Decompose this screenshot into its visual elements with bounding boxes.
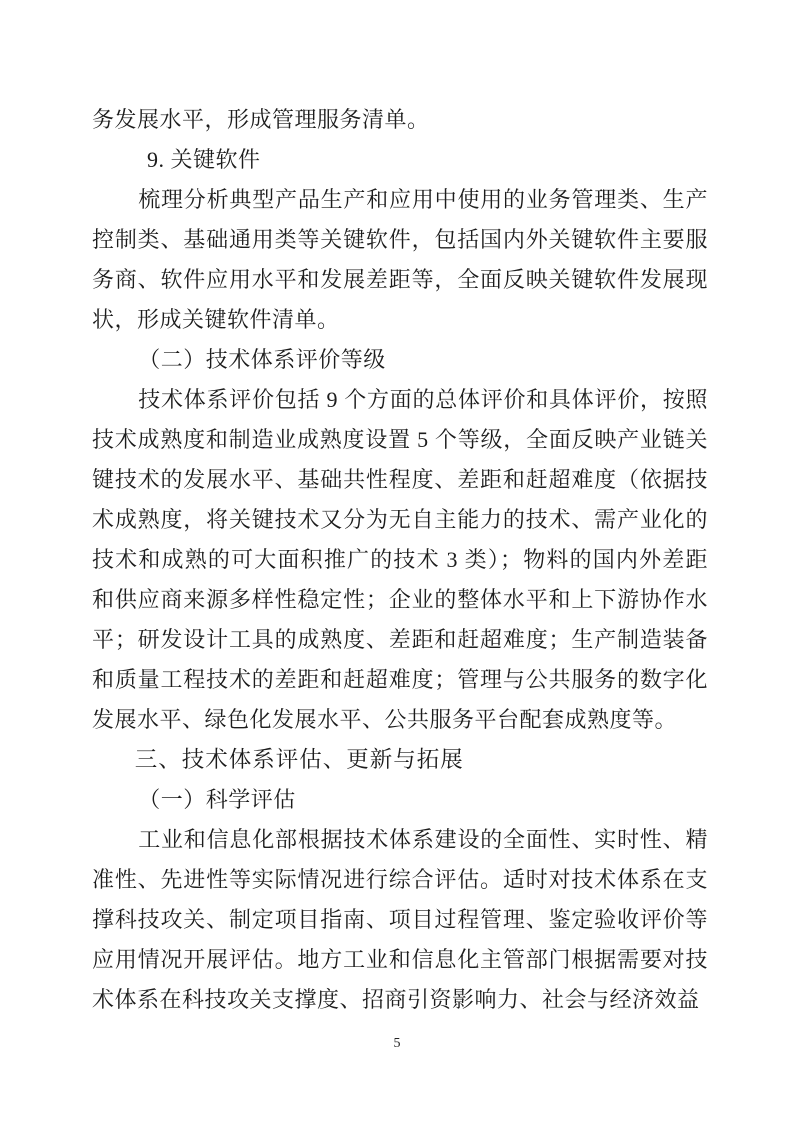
heading-scientific-assessment: （一）科学评估 [138, 787, 296, 812]
page-number: 5 [393, 1036, 401, 1051]
paragraph-continuation: 务发展水平，形成管理服务清单。 [92, 107, 430, 132]
paragraph-evaluation-levels: 技术体系评价包括 9 个方面的总体评价和具体评价，按照技术成熟度和制造业成熟度设置 5 个等级，全面反映产业链关键技术的发展水平、基础共性程度、差距和赶超难度（依据技术成熟度，将关键技术又分为无自主能力的技术、需产业化的技术和成熟的可大面积推广的技术 3 类）；物料的国内外差距和供应商来源多样性稳定性；企业的整体水平和上下游协作水平；研发设计工具的成熟度、差距和赶超难度；生产制造装备和质量工程技术的差距和赶超难度；管理与公共服务的数字化发展水平、绿色化发展水平、公共服务平台配套成熟度等。 [92, 387, 708, 732]
paragraph-key-software: 梳理分析典型产品生产和应用中使用的业务管理类、生产控制类、基础通用类等关键软件，包括国内外关键软件主要服务商、软件应用水平和发展差距等，全面反映关键软件发展现状，形成关键软件清单。 [92, 187, 708, 332]
document-body [92, 100, 708, 1020]
paragraph-scientific-assessment: 工业和信息化部根据技术体系建设的全面性、实时性、精准性、先进性等实际情况进行综合评估。适时对技术体系在支撑科技攻关、制定项目指南、项目过程管理、鉴定验收评价等应用情况开展评估。地方工业和信息化主管部门根据需要对技术体系在科技攻关支撑度、招商引资影响力、社会与经济效益 [92, 827, 708, 1012]
heading-key-software: 9. 关键软件 [147, 147, 261, 172]
heading-section-three: 三、技术体系评估、更新与拓展 [134, 747, 464, 772]
heading-evaluation-levels: （二）技术体系评价等级 [138, 347, 386, 372]
